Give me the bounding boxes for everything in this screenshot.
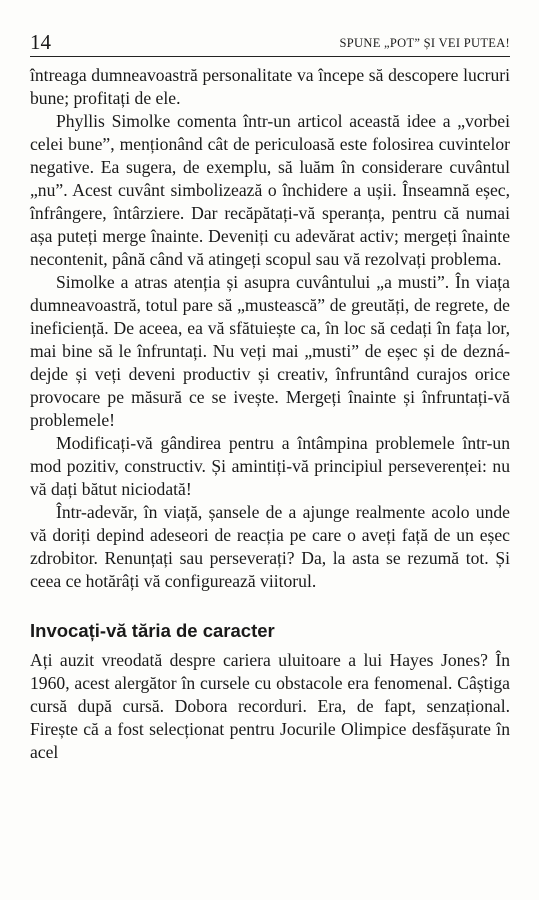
paragraph-reaction-to-failure: Într-adevăr, în viață, șansele de a ajunge realmente acolo unde vă doriți depind adeseori de reacția pe care o aveți față de un eșec zdrobitor. Renunțați sau perseverați? Da, la asta se rezumă tot. Și ceea ce hotărâți vă configurează viitorul. bbox=[30, 502, 510, 591]
paragraph-musti: Simolke a atras atenția și asupra cuvântului „a musti”. În viața dumneavoastră, totul pare să „mustească” de greutăți, de regrete, de ineficiență. De aceea, ea vă sfătuiește ca, în loc să cedați în fața lor, mai bine să le înfruntați. Nu veți mai „musti” de eșec și de deznádejde și veți deveni productiv și creativ, înfruntând curajos orice provocare pe măsură ce se ivește. Mergeți înainte și înfruntați-vă problemele! bbox=[30, 272, 510, 430]
paragraph-perseverance: Modificați-vă gândirea pentru a întâmpina problemele într-un mod pozitiv, constructiv. Și amintiți-vă principiul perseverenței: nu vă dați bătut niciodată! bbox=[30, 433, 510, 499]
paragraph-simolke-article: Phyllis Simolke comenta într-un articol această idee a „vorbei celei bune”, menționând cât de periculoasă este folosirea cuvintelor negative. Ea sugera, de exemplu, să luăm în considerare cuvântul „nu”. Acest cuvânt simbolizează o închidere a ușii. Înseamnă eșec, înfrângere, întârziere. Dar recăpătați-vă speranța, pentru că numai așa puteți merge înainte. Deveniți cu adevărat activ; mergeți înainte necontenit, până când vă atingeți scopul sau vă rezolvați problema. bbox=[30, 111, 510, 269]
section-heading: Invocați-vă tăria de caracter bbox=[30, 620, 275, 641]
paragraph-hayes-jones: Ați auzit vreodată despre cariera uluitoare a lui Hayes Jones? În 1960, acest alergător în cursele cu obstacole era fenomenal. Câștiga cursă după cursă. Dobora recorduri. Era, de fapt, senzațional. Firește că a fost selecționat pentru Jocurile Olimpice desfășurate în acel bbox=[30, 650, 510, 762]
running-title: SPUNE „POT” ȘI VEI PUTEA! bbox=[339, 36, 510, 50]
paragraph-continuation: întreaga dumneavoastră personalitate va începe să descopere lucruri bune; profitați de ele. bbox=[30, 65, 510, 108]
body-text bbox=[30, 64, 510, 764]
running-header bbox=[30, 30, 510, 57]
page-number: 14 bbox=[30, 30, 51, 54]
